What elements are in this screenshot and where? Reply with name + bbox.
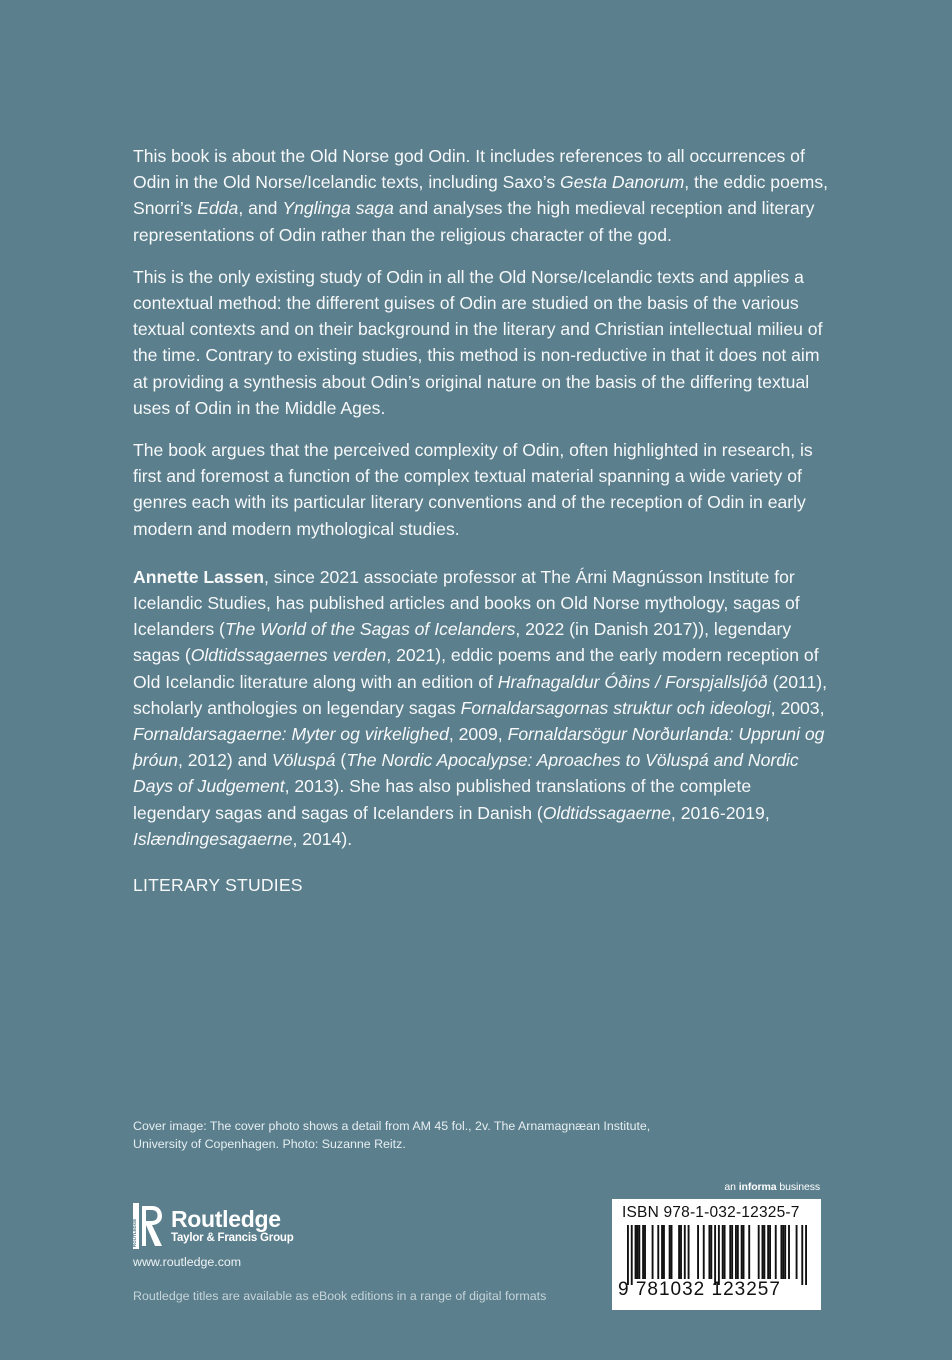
text-run: Edda: [197, 198, 239, 219]
barcode-bar: [805, 1225, 807, 1285]
barcode-bar: [748, 1225, 750, 1279]
informa-suffix: business: [776, 1181, 820, 1193]
barcode-bar: [703, 1225, 705, 1279]
barcode-bar: [735, 1225, 737, 1279]
text-run: Fornaldarsagornas struktur och ideologi: [460, 697, 771, 718]
barcode-bar: [636, 1225, 638, 1279]
blurb-paragraph-3: [133, 437, 833, 542]
text-run: , since 2021 associate professor at The Árni Magnússon Institute for Icelandic Studies, has published articles and books on Old Norse mythology, sagas of Icelanders (: [133, 566, 800, 640]
text-run: Hrafnagaldur Óðins / Forspjallsljóð: [497, 671, 768, 692]
barcode-bar: [729, 1225, 731, 1279]
text-run: (2011), scholarly anthologies on legendary sagas: [133, 671, 828, 718]
text-run: , 2022 (in Danish 2017)), legendary sagas (: [133, 619, 792, 666]
informa-brand: informa: [738, 1181, 777, 1193]
barcode-bar: [788, 1225, 790, 1279]
barcode-bar: [782, 1225, 784, 1279]
subject-category: LITERARY STUDIES: [133, 875, 303, 896]
publisher-logo: [133, 1203, 433, 1249]
barcode-bar: [724, 1225, 726, 1279]
routledge-r-logo-icon: [133, 1203, 163, 1249]
barcode-bar: [769, 1225, 771, 1279]
author-bio: [133, 564, 833, 852]
barcode-bar: [635, 1225, 637, 1279]
barcode-bar: [684, 1225, 686, 1279]
barcode-bar: [741, 1225, 743, 1279]
barcode-bar: [710, 1225, 712, 1279]
text-run: This is the only existing study of Odin in all the Old Norse/Icelandic texts and applies a contextual method: the different guises of Odin are studied on the basis of the various textual contexts and on their background in the literary and Christian intellectual milieu of the time. Contrary to existing studies, this method is non-reductive in that it does not aim at providing a synthesis about Odin’s original nature on the basis of the differing textual uses of Odin in the Middle Ages.: [133, 266, 823, 418]
barcode-bar: [780, 1225, 782, 1279]
barcode-bar: [697, 1225, 699, 1279]
text-run: The World of the Sagas of Icelanders: [224, 619, 516, 640]
isbn-label: ISBN 978-1-032-12325-7: [622, 1204, 800, 1221]
text-run: The book argues that the perceived complexity of Odin, often highlighted in research, is first and foremost a function of the complex textual material spanning a wide variety of genres each with its particular literary conventions and of the reception of Odin in early modern and modern mythological studies.: [133, 440, 813, 539]
svg-text:ROUTLEDGE: ROUTLEDGE: [132, 1218, 137, 1247]
barcode-bar: [644, 1225, 646, 1279]
barcode-bar: [627, 1225, 629, 1285]
text-run: Oldtidssagaernes verden: [190, 645, 387, 666]
text-run: Fornaldarsögur Norðurlanda: Uppruni og þróun: [133, 724, 825, 771]
text-run: Gesta Danorum: [560, 172, 685, 193]
barcode-bar: [796, 1225, 798, 1279]
text-run: , 2013). She has also published translations of the complete legendary sagas and sagas of Icelanders in Danish (: [133, 776, 752, 823]
barcode-bars: [627, 1225, 807, 1285]
barcode-bar: [722, 1225, 724, 1279]
blurb-text: [133, 143, 833, 898]
text-run: , 2012) and: [178, 750, 272, 771]
text-run: , the eddic poems, Snorri’s: [133, 172, 828, 219]
barcode-bar: [784, 1225, 786, 1279]
ebook-note: Routledge titles are available as eBook editions in a range of digital formats: [133, 1289, 547, 1303]
barcode-bar: [737, 1225, 739, 1279]
text-run: Islændingesagaerne: [133, 828, 293, 849]
publisher-url[interactable]: www.routledge.com: [133, 1255, 242, 1269]
text-run: , and: [238, 198, 283, 219]
barcode-bar: [680, 1225, 682, 1279]
barcode-bar: [767, 1225, 769, 1279]
credit-line-2: University of Copenhagen. Photo: Suzanne Reitz.: [133, 1137, 406, 1151]
barcode-bar: [743, 1225, 745, 1279]
text-run: Völuspá: [271, 750, 336, 771]
barcode-bar: [631, 1225, 633, 1285]
publisher-name: Routledge: [171, 1206, 281, 1232]
barcode-bar: [669, 1225, 671, 1279]
barcode-bar: [801, 1225, 803, 1285]
informa-business-label: [724, 1181, 820, 1193]
barcode-bar: [678, 1225, 680, 1279]
text-run: (: [335, 750, 347, 771]
blurb-paragraph-1: [133, 143, 833, 248]
barcode-bar: [642, 1225, 644, 1279]
credit-line-1: Cover image: The cover photo shows a detail from AM 45 fol., 2v. The Arnamagnæan Institute,: [133, 1119, 651, 1133]
blurb-paragraph-2: [133, 264, 833, 421]
barcode-bar: [714, 1225, 716, 1285]
barcode-bar: [657, 1225, 659, 1279]
barcode-bar: [661, 1225, 663, 1279]
barcode-digits: 9 781032 123257: [618, 1279, 781, 1300]
barcode-bar: [762, 1225, 764, 1279]
barcode-bar: [775, 1225, 777, 1279]
text-run: Fornaldarsagaerne: Myter og virkelighed: [133, 724, 449, 745]
barcode-bar: [708, 1225, 710, 1279]
text-run: Ynglinga saga: [282, 198, 394, 219]
barcode-bar: [688, 1225, 690, 1279]
barcode-bar: [638, 1225, 640, 1279]
barcode-bar: [663, 1225, 665, 1279]
text-run: , 2009,: [448, 724, 508, 745]
barcode-bar: [758, 1225, 760, 1279]
text-run: , 2014).: [292, 828, 353, 849]
cover-image-credit: [133, 1117, 733, 1153]
publisher-group: Taylor & Francis Group: [171, 1232, 294, 1244]
text-run: This book is about the Old Norse god Odin. It includes references to all occurrences of Odin in the Old Norse/Icelandic texts, including Saxo’s: [133, 146, 805, 193]
text-run: Oldtidssagaerne: [542, 802, 671, 823]
barcode-bar: [671, 1225, 673, 1279]
informa-prefix: an: [724, 1181, 739, 1193]
barcode-bar: [718, 1225, 720, 1285]
text-run: The Nordic Apocalypse: Aproaches to Völuspá and Nordic Days of Judgement: [133, 750, 799, 797]
barcode-bar: [731, 1225, 733, 1279]
barcode-bar: [763, 1225, 765, 1279]
isbn-barcode: [612, 1199, 821, 1310]
text-run: , 2021), eddic poems and the early modern reception of Old Icelandic literature along with an edition of: [133, 645, 819, 692]
text-run: Annette Lassen: [133, 566, 265, 587]
text-run: , 2016-2019,: [670, 802, 770, 823]
barcode-bar: [652, 1225, 654, 1279]
text-run: and analyses the high medieval reception and literary representations of Odin rather than the religious character of the god.: [133, 198, 815, 245]
text-run: , 2003,: [770, 697, 825, 718]
